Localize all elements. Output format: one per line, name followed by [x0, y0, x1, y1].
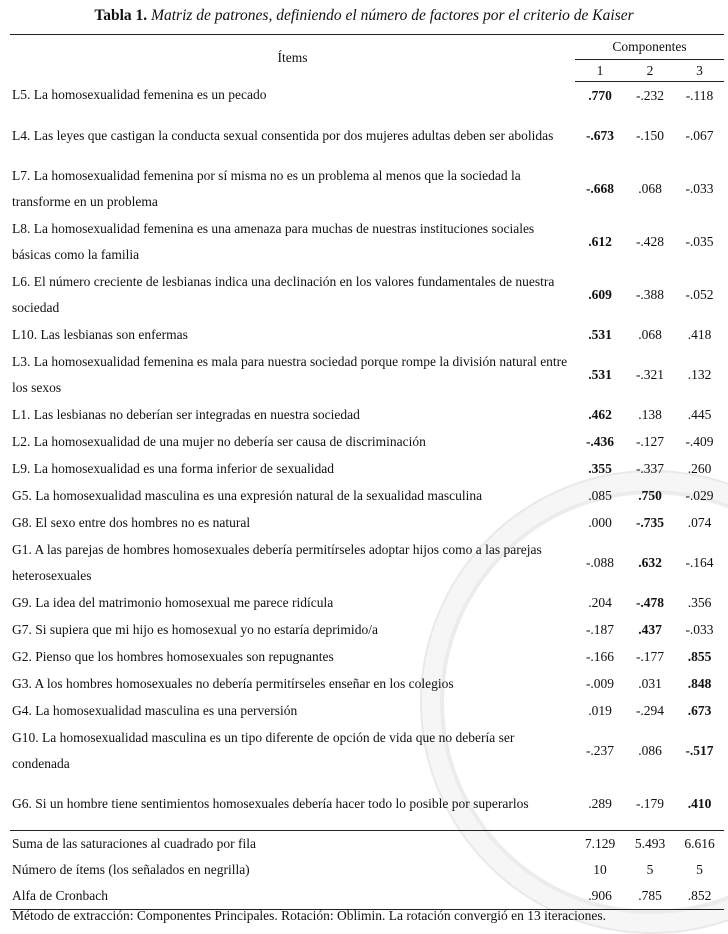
component-2-header: 2: [625, 60, 675, 82]
loading-c3: .356: [687, 594, 712, 610]
item-label: G1. A las parejas de hombres homosexuales debería permitírseles adoptar hijos como a las parejas heterosexuales: [12, 541, 542, 583]
loading-c2: .437: [638, 621, 662, 637]
loading-c2: .068: [638, 326, 662, 342]
loading-c2: -.478: [635, 594, 665, 610]
item-label: G6. Si un hombre tiene sentimientos homosexuales debería hacer todo lo posible por superarlos: [12, 795, 529, 811]
table-row: [10, 215, 724, 268]
item-label: G8. El sexo entre dos hombres no es natural: [12, 514, 251, 530]
item-label: G2. Pienso que los hombres homosexuales son repugnantes: [12, 648, 334, 664]
table-row: [10, 162, 724, 215]
loading-c1: -.668: [585, 180, 615, 196]
table-row: [10, 482, 724, 509]
table-caption: [0, 4, 728, 28]
loading-c3: -.029: [685, 487, 714, 503]
item-label: G4. La homosexualidad masculina es una perversión: [12, 702, 298, 718]
loading-c1: .289: [588, 795, 612, 811]
caption-title: Matriz de patrones, definiendo el número de factores por el criterio de Kaiser: [151, 7, 634, 24]
item-label: G5. La homosexualidad masculina es una expresión natural de la sexualidad masculina: [12, 487, 483, 503]
loading-c3: .410: [687, 795, 712, 811]
loading-c1: .019: [588, 702, 612, 718]
summary-label: Alfa de Cronbach: [10, 883, 575, 910]
loading-c3: -.033: [685, 621, 714, 637]
loading-c1: -.436: [585, 433, 615, 449]
loading-c1: -.187: [585, 621, 615, 637]
item-label: L8. La homosexualidad femenina es una amenaza para muchas de nuestras instituciones sociales básicas como la familia: [12, 220, 535, 262]
table-row: [10, 697, 724, 724]
loading-c2: -.232: [635, 87, 665, 103]
summary-c3: .852: [675, 883, 724, 910]
loading-c1: -.237: [585, 742, 615, 758]
loading-c3: -.517: [685, 742, 714, 758]
item-label: L3. La homosexualidad femenina es mala para nuestra sociedad porque rompe la división natural entre los sexos: [12, 353, 568, 395]
summary-c2: 5.493: [625, 831, 675, 858]
item-label: L7. La homosexualidad femenina por sí misma no es un problema al menos que la sociedad la transforme en un problema: [12, 167, 521, 209]
loading-c2: -.428: [635, 233, 665, 249]
loading-c1: .355: [588, 460, 612, 476]
table-row: [10, 589, 724, 616]
item-label: G9. La idea del matrimonio homosexual me parece ridícula: [12, 594, 334, 610]
loading-c3: -.164: [685, 554, 714, 570]
item-label: G7. Si supiera que mi hijo es homosexual yo no estaría deprimido/a: [12, 621, 378, 637]
summary-c1: 10: [593, 862, 607, 877]
table-row: [10, 724, 724, 777]
component-3-header: 3: [675, 60, 724, 82]
loading-c1: .531: [588, 366, 612, 382]
item-label: L4. Las leyes que castigan la conducta sexual consentida por dos mujeres adultas deben ser abolidas: [12, 127, 554, 143]
loading-c2: .138: [638, 406, 662, 422]
table-row: [10, 321, 724, 348]
summary-c1: .906: [575, 883, 625, 910]
loading-c2: -.150: [635, 127, 665, 143]
item-label: L2. La homosexualidad de una mujer no debería ser causa de discriminación: [12, 433, 426, 449]
item-label: L9. La homosexualidad es una forma inferior de sexualidad: [12, 460, 335, 476]
summary-c1: 7.129: [575, 831, 625, 858]
loading-c1: .609: [588, 286, 612, 302]
loading-c3: .673: [687, 702, 712, 718]
loading-c3: -.409: [685, 433, 714, 449]
loading-c3: -.035: [685, 233, 714, 249]
pattern-matrix-table: [10, 34, 724, 910]
item-label: L6. El número creciente de lesbianas indica una declinación en los valores fundamentales de nuestra sociedad: [12, 273, 555, 315]
summary-c3: 6.616: [675, 831, 724, 858]
loading-c3: .855: [687, 648, 712, 664]
loading-c3: .260: [687, 460, 712, 476]
loading-c2: -.388: [635, 286, 665, 302]
summary-c3: 5: [696, 862, 703, 877]
table-row: [10, 109, 724, 162]
item-label: L10. Las lesbianas son enfermas: [12, 326, 188, 342]
loading-c1: -.673: [585, 127, 615, 143]
loading-c3: -.033: [685, 180, 714, 196]
loading-c2: -.294: [635, 702, 665, 718]
loading-c2: .086: [638, 742, 662, 758]
loading-c3: -.067: [685, 127, 714, 143]
table-row: [10, 536, 724, 589]
loading-c2: .031: [638, 675, 662, 691]
component-1-header: 1: [575, 60, 625, 82]
item-label: G10. La homosexualidad masculina es un tipo diferente de opción de vida que no debería ser condenada: [12, 729, 515, 771]
summary-c2: 5: [646, 862, 654, 877]
table-row: [10, 428, 724, 455]
items-header: Ítems: [10, 35, 575, 82]
loading-c3: .418: [687, 326, 712, 342]
table-row: [10, 643, 724, 670]
loading-c1: -.088: [585, 554, 615, 570]
loading-c3: -.052: [685, 286, 714, 302]
summary-row-item-count: [10, 857, 724, 883]
table-row: [10, 777, 724, 831]
caption-label: Tabla 1.: [94, 7, 148, 24]
item-label: G3. A los hombres homosexuales no debería permitírseles enseñar en los colegios: [12, 675, 454, 691]
loading-c1: .085: [588, 487, 612, 503]
loading-c2: -.321: [635, 366, 665, 382]
table-row: [10, 268, 724, 321]
table-row: [10, 509, 724, 536]
loading-c1: .612: [588, 233, 612, 249]
loading-c1: .531: [588, 326, 612, 342]
loading-c3: .074: [687, 514, 712, 530]
loading-c1: .000: [588, 514, 612, 530]
summary-label: Número de ítems (los señalados en negrilla): [12, 862, 250, 877]
summary-row-sum-squared-loadings: [10, 831, 724, 858]
loading-c1: .204: [588, 594, 612, 610]
loading-c3: .445: [687, 406, 712, 422]
loading-c2: -.127: [635, 433, 665, 449]
loading-c2: .068: [638, 180, 662, 196]
loading-c1: -.166: [585, 648, 615, 664]
loading-c3: .848: [687, 675, 712, 691]
loading-c3: -.118: [685, 87, 714, 103]
table-row: [10, 616, 724, 643]
loading-c3: .132: [687, 366, 712, 382]
item-label: L5. La homosexualidad femenina es un pecado: [12, 87, 267, 103]
table-row: [10, 348, 724, 401]
loading-c2: -.337: [635, 460, 665, 476]
loading-c1: .462: [588, 406, 612, 422]
table-row: [10, 670, 724, 697]
table-row: [10, 455, 724, 482]
loading-c2: -.177: [635, 648, 665, 664]
summary-c2: .785: [625, 883, 675, 910]
loading-c2: -.179: [635, 795, 665, 811]
table-row: [10, 401, 724, 428]
item-label: L1. Las lesbianas no deberían ser integradas en nuestra sociedad: [12, 406, 360, 422]
loading-c2: -.735: [635, 514, 665, 530]
loading-c1: -.009: [585, 675, 615, 691]
loading-c1: .770: [588, 87, 612, 103]
table-row: [10, 82, 724, 110]
loading-c2: .750: [638, 487, 662, 503]
summary-label: Suma de las saturaciones al cuadrado por fila: [10, 831, 575, 858]
components-header: Componentes: [575, 35, 724, 60]
loading-c2: .632: [638, 554, 662, 570]
summary-row-cronbach-alpha: [10, 883, 724, 910]
table-footnote: Método de extracción: Componentes Principales. Rotación: Oblimin. La rotación convergió en 13 iteraciones.: [12, 908, 606, 923]
